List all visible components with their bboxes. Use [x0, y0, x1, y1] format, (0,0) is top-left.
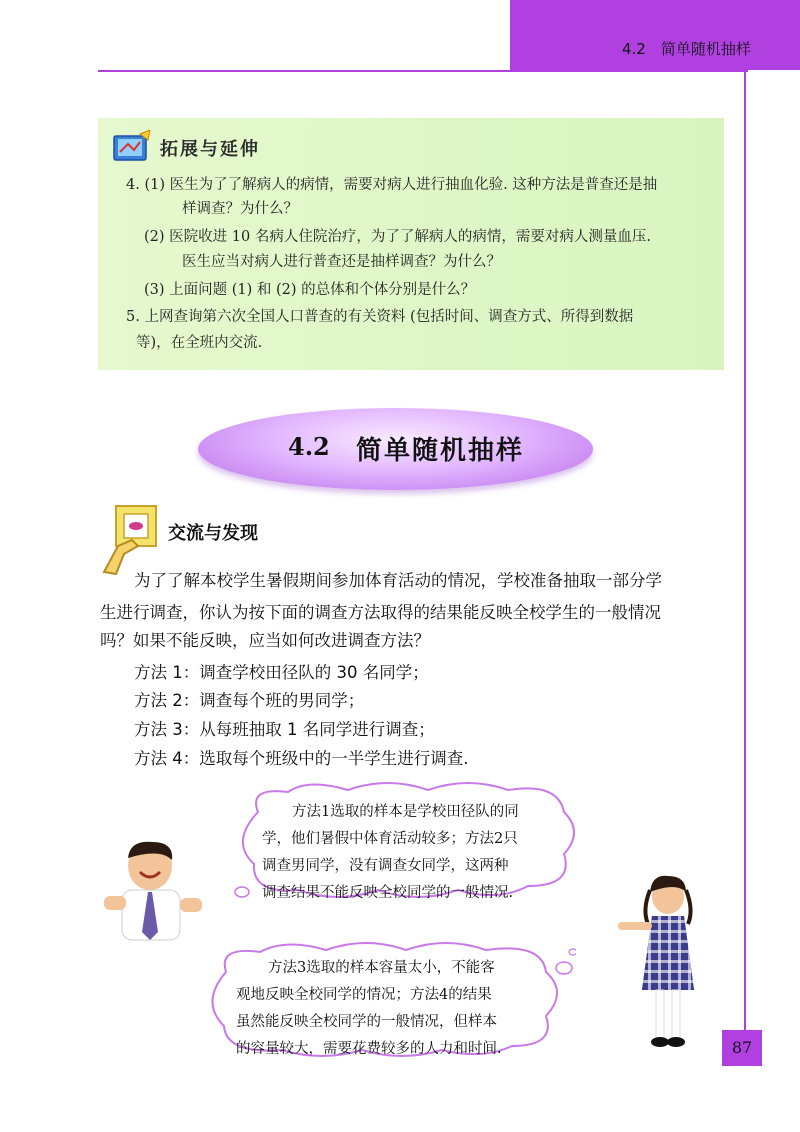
bubble-1-line-1: 方法1选取的样本是学校田径队的同 — [292, 804, 519, 820]
method-4: 方法 4：选取每个班级中的一半学生进行调查. — [134, 749, 469, 768]
book-icon — [110, 130, 154, 164]
ext-line-3: (2) 医院收进 10 名病人住院治疗，为了了解病人的病情，需要对病人测量血压. — [144, 229, 651, 245]
header-block — [510, 0, 800, 70]
paragraph-line-2: 生进行调查，你认为按下面的调查方法取得的结果能反映全校学生的一般情况 — [100, 603, 661, 622]
ext-line-6: 5. 上网查询第六次全国人口普查的有关资料 (包括时间、调查方式、所得到数据 — [126, 309, 634, 325]
paragraph-line-3: 吗？如果不能反映，应当如何改进调查方法？ — [100, 631, 430, 650]
bubble-2-line-2: 观地反映全校同学的情况；方法4的结果 — [236, 987, 492, 1003]
bubble-2-line-4: 的容量较大，需要花费较多的人力和时间. — [236, 1041, 502, 1057]
ext-line-5: (3) 上面问题 (1) 和 (2) 的总体和个体分别是什么？ — [144, 282, 476, 298]
header-rule — [98, 70, 748, 72]
bubble-2-line-1: 方法3选取的样本容量太小，不能客 — [268, 960, 495, 976]
method-1: 方法 1：调查学校田径队的 30 名同学； — [134, 663, 429, 682]
ext-line-1: 4. (1) 医生为了了解病人的病情，需要对病人进行抽血化验. 这种方法是普查还是抽 — [126, 177, 658, 193]
page-number: 87 — [722, 1030, 762, 1066]
boy-illustration — [100, 836, 210, 946]
extension-title: 拓展与延伸 — [160, 139, 260, 160]
method-2: 方法 2：调查每个班的男同学； — [134, 691, 365, 710]
section-title: 简单随机抽样 — [356, 436, 525, 466]
method-3: 方法 3：从每班抽取 1 名同学进行调查； — [134, 720, 435, 739]
bubble-1-line-3: 调查男同学，没有调查女同学，这两种 — [262, 858, 509, 874]
paragraph-line-1: 为了了解本校学生暑假期间参加体育活动的情况，学校准备抽取一部分学 — [134, 571, 662, 590]
bubble-1-line-2: 学，他们暑假中体育活动较多；方法2只 — [262, 831, 518, 847]
section-number: 4.2 — [288, 432, 330, 461]
ext-line-4: 医生应当对病人进行普查还是抽样调查？为什么？ — [182, 254, 501, 270]
running-header: 4.2 简单随机抽样 — [622, 40, 751, 58]
ext-line-7: 等)，在全班内交流. — [136, 335, 263, 351]
ext-line-2: 样调查？为什么？ — [182, 201, 298, 217]
margin-rule — [744, 72, 746, 1032]
girl-illustration — [618, 870, 718, 1060]
discuss-title: 交流与发现 — [168, 523, 258, 544]
bubble-2-line-3: 虽然能反映全校同学的一般情况，但样本 — [236, 1014, 497, 1030]
bubble-1-line-4: 调查结果不能反映全校同学的一般情况. — [262, 885, 514, 901]
